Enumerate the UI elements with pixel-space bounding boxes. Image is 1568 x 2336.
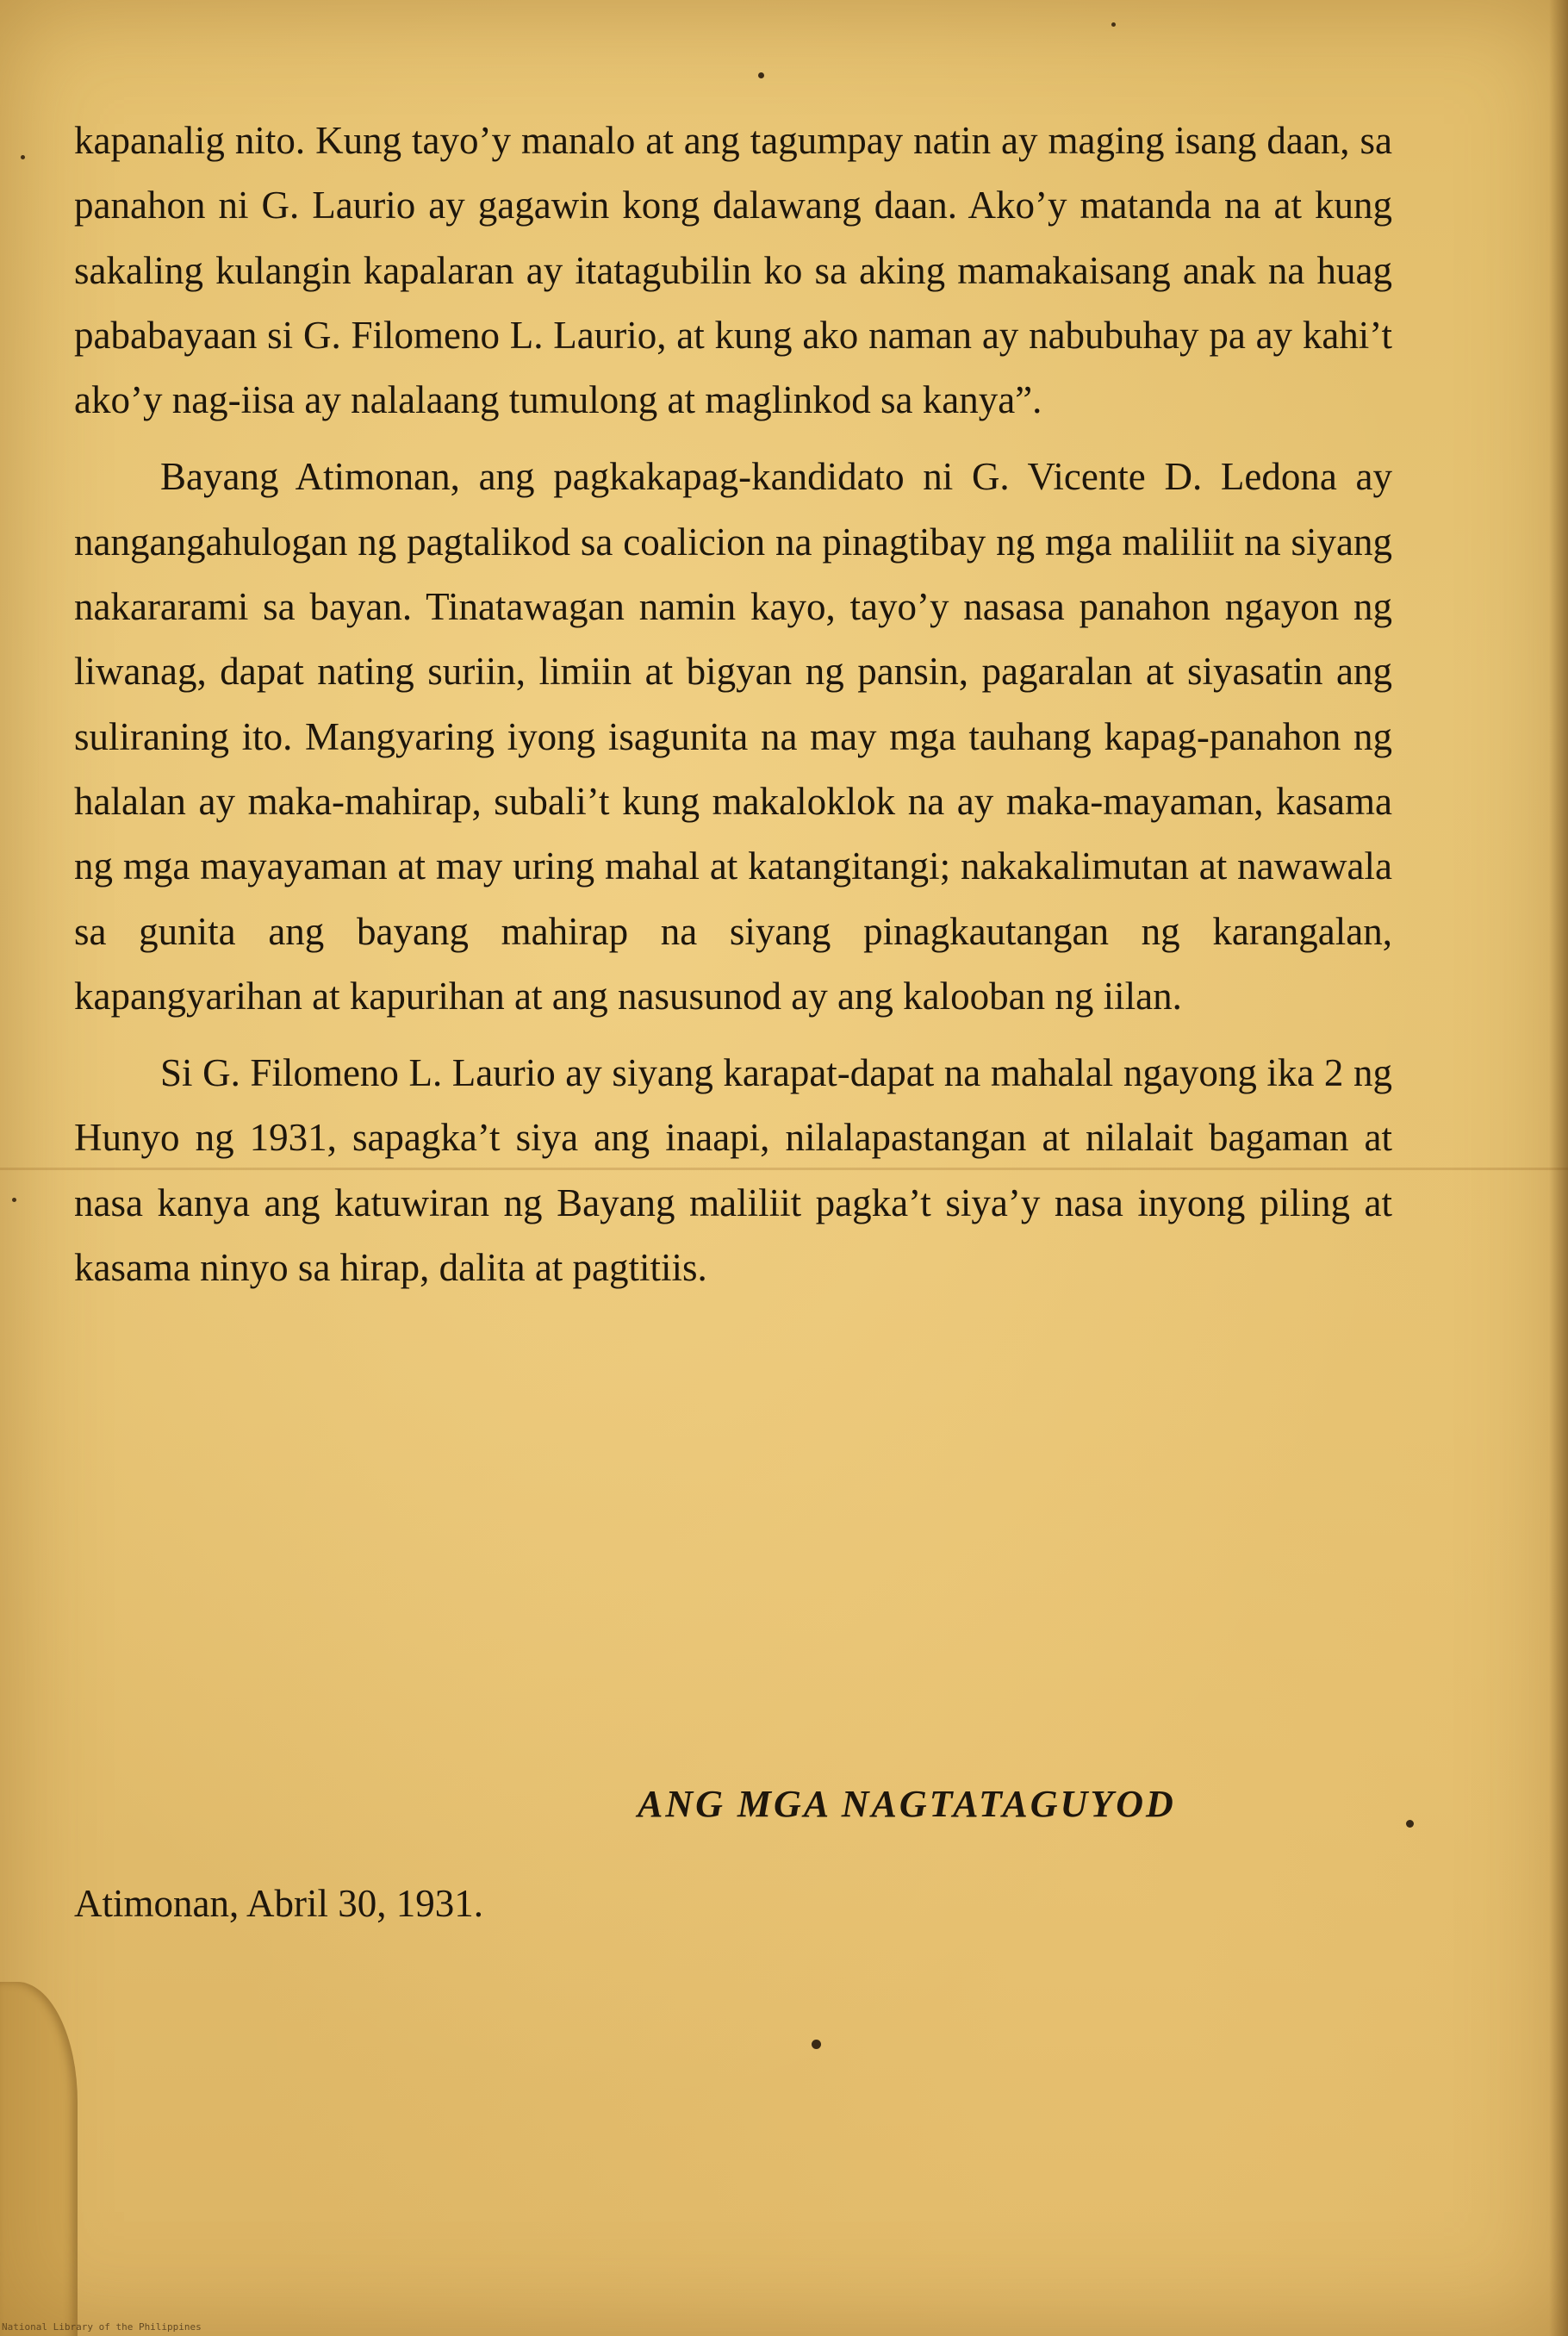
- dateline: Atimonan, Abril 30, 1931.: [74, 1882, 483, 1925]
- paragraph-bayang-atimonan: Bayang Atimonan, ang pagkakapag-kandidato ni G. Vicente D. Ledona ay nangangahulogan ng pagtalikod sa coalicion na pinagtibay ng mga maliliit na siyang nakararami sa bayan. Tinatawagan namin kayo, tayo’y nasasa panahon ngayon ng liwanag, dapat nating suriin, limiin at bigyan ng pansin, pagaralan at siyasatin ang suliraning ito. Mangyaring iyong isagunita na may mga tauhang kapag-panahon ng halalan ay maka-mahirap, subali’t kung makaloklok na ay maka-mayaman, kasama ng mga mayayaman at may uring mahal at katangitangi; nakakalimutan at nawawala sa gunita ang bayang mahirap na siyang pinagkautangan ng karangalan, kapangyarihan at kapurihan at ang nasusunod ay ang kalooban ng iilan.: [74, 455, 1392, 1018]
- ink-spot: [812, 2040, 821, 2049]
- ink-spot: [12, 1198, 16, 1202]
- ink-spot: [758, 72, 764, 78]
- archive-credit: National Library of the Philippines: [2, 2321, 202, 2333]
- document-body: [74, 109, 1392, 1300]
- paper-torn-corner: [0, 1982, 78, 2336]
- paper-right-edge: [1549, 0, 1568, 2336]
- paragraph-continuation: kapanalig nito. Kung tayo’y manalo at ang tagumpay natin ay maging isang daan, sa panahon ni G. Laurio ay gagawin kong dalawang daan. Ako’y matanda na at kung sakaling kulangin kapalaran ay itatagubilin ko sa aking mamakaisang anak na huag pababayaan si G. Filomeno L. Laurio, at kung ako naman ay nabubuhay pa ay kahi’t ako’y nag-iisa ay nalalaang tumulong at maglinkod sa kanya”.: [74, 119, 1392, 422]
- paragraph-laurio-endorsement: Si G. Filomeno L. Laurio ay siyang karapat-dapat na mahalal ngayong ika 2 ng Hunyo ng 1931, sapagka’t siya ang inaapi, nilalapastangan at nilalait bagaman at nasa kanya ang katuwiran ng Bayang maliliit pagka’t siya’y nasa inyong piling at kasama ninyo sa hirap, dalita at pagtitiis.: [74, 1051, 1392, 1290]
- ink-spot: [1406, 1820, 1414, 1828]
- ink-spot: [21, 155, 25, 159]
- signature-line: ANG MGA NAGTATAGUYOD: [638, 1783, 1176, 1825]
- ink-spot: [1111, 22, 1116, 27]
